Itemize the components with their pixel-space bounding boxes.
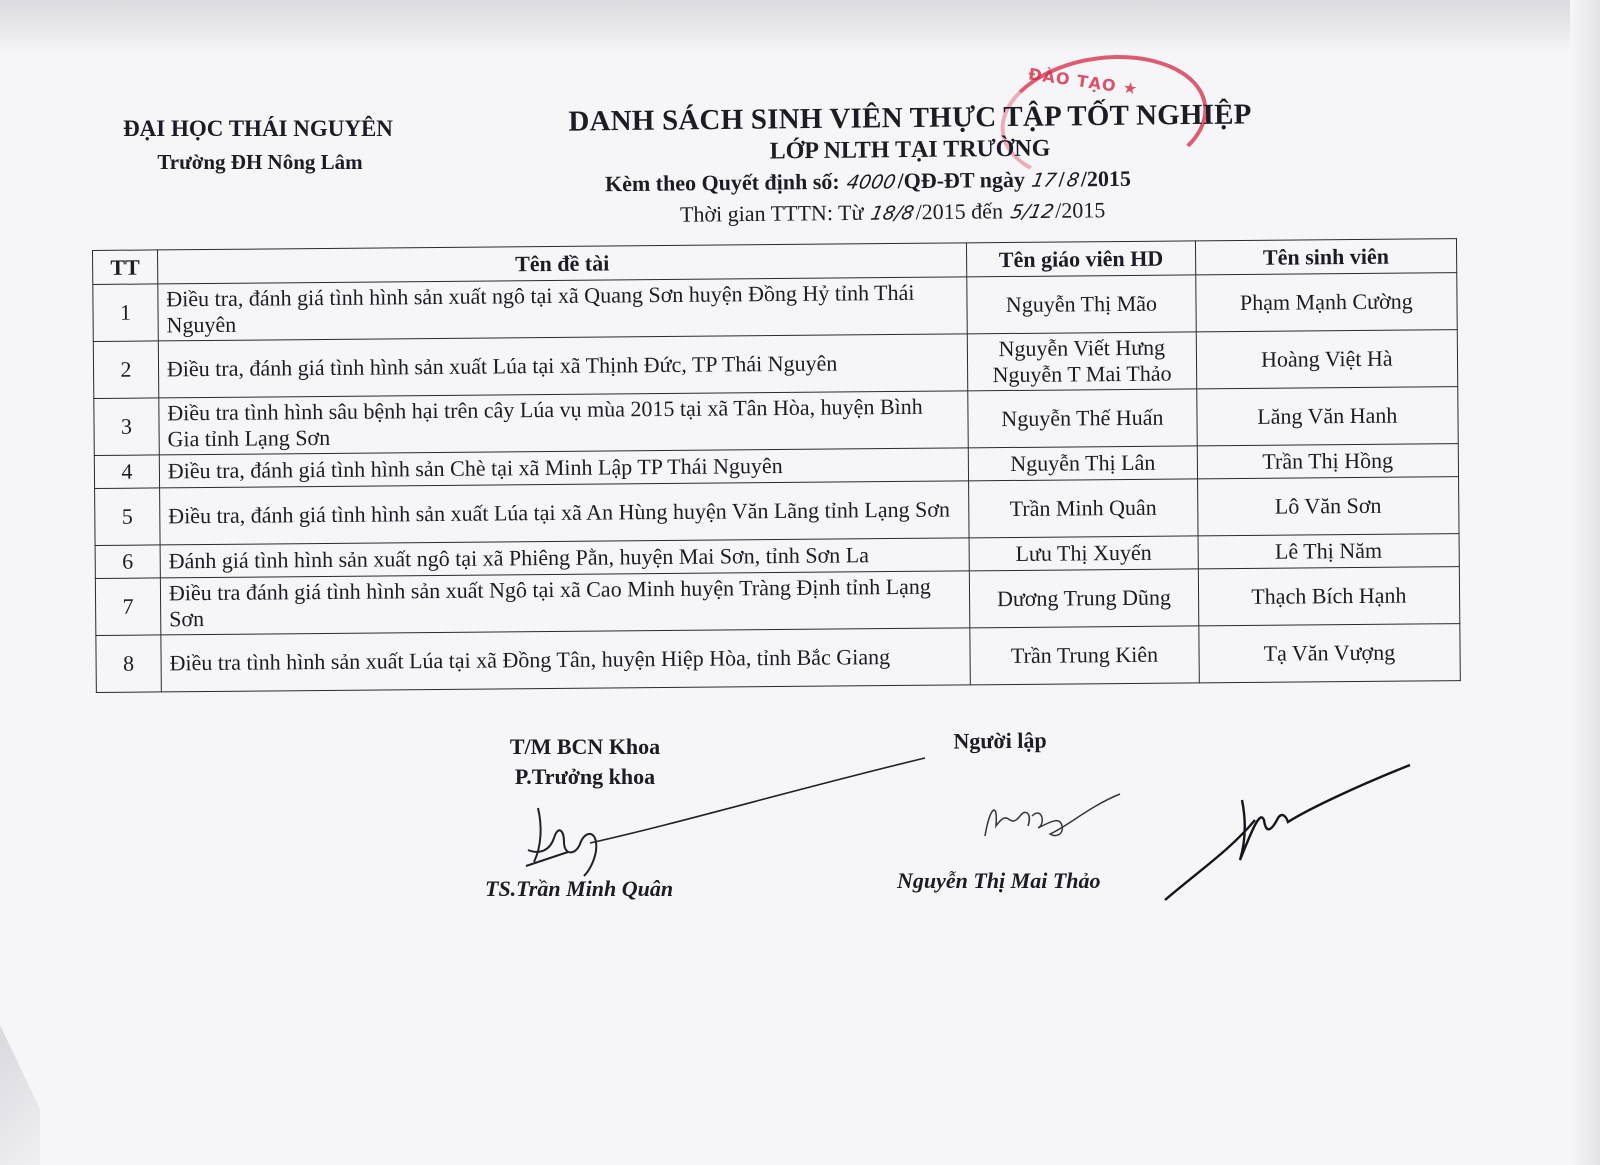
decision-month: 8 — [1064, 169, 1082, 192]
row-topic: Điều tra tình hình sản xuất Lúa tại xã Đồng Tân, huyện Hiệp Hòa, tỉnh Bắc Giang — [161, 628, 971, 692]
row-topic: Điều tra tình hình sâu bệnh hại trên cây Lúa vụ mùa 2015 tại xã Tân Hòa, huyện Bình Gia tỉnh Lạng Sơn — [159, 391, 969, 455]
scan-edge-right — [1570, 0, 1600, 1165]
period-prefix: Thời gian TTTN: Từ — [679, 199, 864, 227]
row-topic: Điều tra, đánh giá tình hình sản xuất ngô tại xã Quang Sơn huyện Đồng Hỷ tỉnh Thái Nguyên — [158, 277, 968, 341]
header-advisor: Tên giáo viên HD — [967, 241, 1196, 277]
row-student: Trần Thị Hồng — [1197, 444, 1459, 479]
decision-number: 4000 — [844, 171, 898, 194]
row-topic: Điều tra, đánh giá tình hình sản xuất Lúa tại xã Thịnh Đức, TP Thái Nguyên — [158, 334, 968, 398]
row-tt: 5 — [95, 488, 160, 546]
right-signature — [980, 786, 1130, 856]
row-advisor: Nguyễn Thế Huấn — [968, 389, 1197, 448]
row-topic: Điều tra, đánh giá tình hình sản Chè tại xã Minh Lập TP Thái Nguyên — [159, 448, 969, 488]
row-topic: Đánh giá tình hình sản xuất ngô tại xã Phiêng Pằn, huyện Mai Sơn, tỉnh Sơn La — [160, 538, 970, 578]
header-topic: Tên đề tài — [157, 243, 967, 284]
decision-line — [605, 165, 1225, 197]
row-tt: 4 — [94, 455, 159, 489]
document-subtitle: LỚP NLTH TẠI TRƯỜNG — [769, 135, 1051, 165]
student-list-table — [92, 238, 1461, 693]
period-mid: /2015 đến — [915, 198, 1004, 225]
row-advisor: Trần Trung Kiên — [970, 626, 1199, 685]
decision-prefix: Kèm theo Quyết định số: — [604, 168, 840, 197]
decision-year: /2015 — [1080, 165, 1132, 192]
row-student: Tạ Văn Vượng — [1198, 624, 1460, 683]
header-student: Tên sinh viên — [1195, 239, 1457, 275]
row-tt: 6 — [95, 545, 160, 579]
left-signer-name: TS.Trần Minh Quân — [485, 876, 674, 901]
header-tt: TT — [93, 250, 158, 285]
page-fold — [0, 1025, 40, 1165]
decision-mid: /QĐ-ĐT ngày — [897, 166, 1026, 194]
row-advisor: Dương Trung Dũng — [970, 569, 1199, 628]
row-tt: 1 — [93, 284, 158, 342]
row-tt: 2 — [93, 341, 158, 399]
row-student: Lê Thị Năm — [1198, 534, 1460, 569]
row-student: Lăng Văn Hanh — [1196, 387, 1458, 446]
row-topic: Điều tra đánh giá tình hình sản xuất Ngô tại xã Cao Minh huyện Tràng Định tỉnh Lạng Sơn — [160, 571, 970, 635]
decision-day: 17 — [1030, 169, 1059, 192]
decision-sep: / — [1058, 166, 1065, 192]
right-signer-name: Nguyễn Thị Mai Thảo — [897, 868, 1101, 893]
left-signer-title: P.Trưởng khoa — [514, 764, 656, 789]
scan-edge-top — [0, 0, 1600, 52]
left-signature — [520, 800, 640, 880]
row-tt: 7 — [95, 578, 160, 636]
row-advisor: Trần Minh Quân — [969, 479, 1198, 538]
school-name: Trường ĐH Nông Lâm — [157, 150, 363, 174]
university-name: ĐẠI HỌC THÁI NGUYÊN — [123, 116, 393, 141]
row-student: Lô Văn Sơn — [1197, 477, 1459, 536]
row-advisor: Nguyễn Thị Lân — [968, 446, 1197, 481]
row-student: Phạm Mạnh Cường — [1195, 273, 1457, 332]
stamp-text: ĐÀO TẠO ★ — [1027, 64, 1140, 99]
period-to: 5/12 — [1008, 200, 1056, 224]
row-advisor: Nguyễn Thị Mão — [967, 275, 1196, 334]
row-student: Hoàng Việt Hà — [1196, 330, 1458, 389]
row-student: Thạch Bích Hạnh — [1198, 567, 1460, 626]
document-title: DANH SÁCH SINH VIÊN THỰC TẬP TỐT NGHIỆP — [568, 98, 1252, 138]
extra-signature — [1160, 760, 1420, 910]
row-advisor: Nguyễn Viết Hưng Nguyễn T Mai Thảo — [967, 332, 1196, 391]
row-advisor: Lưu Thị Xuyến — [969, 536, 1198, 571]
row-tt: 8 — [96, 635, 161, 693]
left-signer-role: T/M BCN Khoa — [509, 734, 661, 759]
period-from: 18/8 — [868, 202, 916, 225]
row-tt: 3 — [94, 398, 159, 456]
right-signer-role: Người lập — [953, 727, 1047, 754]
table-row — [96, 624, 1460, 693]
period-line — [680, 196, 1200, 227]
period-year: /2015 — [1055, 197, 1106, 223]
row-topic: Điều tra, đánh giá tình hình sản xuất Lúa tại xã An Hùng huyện Văn Lãng tỉnh Lạng Sơn — [160, 481, 970, 545]
